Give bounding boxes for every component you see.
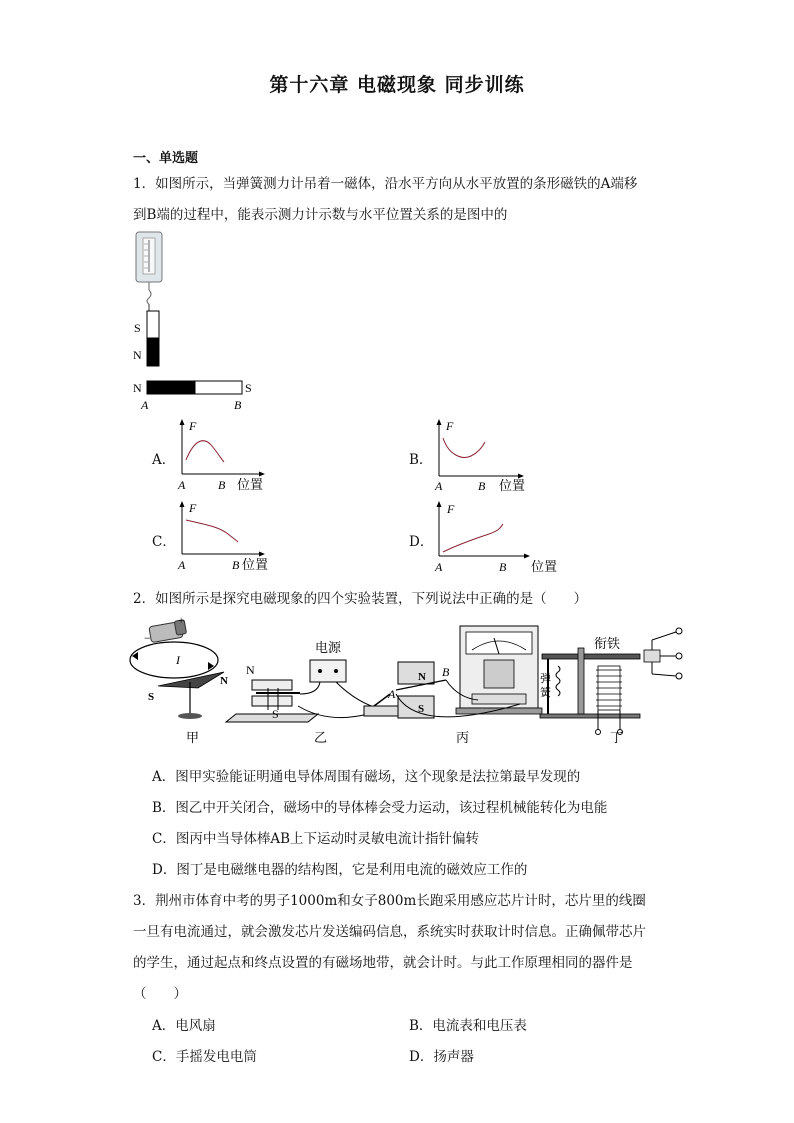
q1-d-pos: 位置 (531, 559, 558, 574)
page-title: 第十六章 电磁现象 同步训练 (269, 74, 525, 96)
q1-c-pos: 位置 (242, 557, 269, 572)
q3-stem-line2: 一旦有电流通过，就会激发芯片发送编码信息，系统实时获取计时信息。正确佩带芯片 (133, 924, 646, 940)
q2-option-b[interactable]: B．图乙中开关闭合，磁场中的导体棒会受力运动，该过程机械能转化为电能 (152, 800, 608, 816)
q1-option-d-graph (429, 498, 569, 578)
q2-fig-bing-a: A (388, 687, 396, 701)
q3-stem-line3: 的学生，通过起点和终点设置的有磁场地带，就会计时。与此工作原理相同的器件是 (133, 955, 633, 971)
q2-label-bing: 丙 (456, 730, 470, 745)
q3-option-a[interactable]: A．电风扇 (152, 1018, 216, 1034)
q1-fig-bar-n: N (133, 381, 142, 395)
q1-fig-s: S (134, 321, 141, 335)
q2-option-d[interactable]: D．图丁是电磁继电器的结构图，它是利用电流的磁效应工作的 (152, 862, 528, 878)
q1-a-pos: 位置 (237, 477, 264, 492)
q1-option-b-graph (429, 416, 533, 494)
q2-figure (128, 614, 698, 750)
q1-b-a: A (435, 479, 443, 493)
q1-option-d-label[interactable]: D． (409, 534, 434, 550)
q1-b-b: B (478, 479, 486, 493)
q2-stem: 2．如图所示是探究电磁现象的四个实验装置，下列说法中正确的是（ ） (133, 591, 588, 607)
q1-a-b: B (218, 478, 226, 492)
q1-a-a: A (178, 478, 186, 492)
q2-fig-bing-n: N (418, 671, 426, 683)
q2-fig-minus: − (144, 631, 151, 645)
q1-stem-line1: 1．如图所示，当弹簧测力计吊着一磁体，沿水平方向从水平放置的条形磁铁的A端移 (133, 176, 638, 192)
q2-option-a[interactable]: A．图甲实验能证明通电导体周围有磁场，这个现象是法拉第最早发现的 (152, 769, 581, 785)
q1-a-f: F (189, 419, 197, 433)
q3-option-d[interactable]: D．扬声器 (409, 1049, 474, 1065)
q3-option-b[interactable]: B．电流表和电压表 (409, 1018, 527, 1034)
q3-stem-line1: 3．荆州市体育中考的男子1000m和女子800m长跑采用感应芯片计时，芯片里的线圈 (133, 893, 646, 909)
q2-fig-bing (387, 626, 542, 718)
q1-fig-a: A (141, 398, 149, 412)
q2-fig-jia (130, 615, 228, 719)
q2-fig-yi (226, 640, 400, 722)
q2-label-jia: 甲 (186, 730, 200, 745)
q3-option-c[interactable]: C．手摇发电电筒 (152, 1049, 257, 1065)
q1-c-a: A (178, 558, 186, 572)
q2-fig-yi-n: N (246, 663, 255, 677)
q1-d-b: B (499, 560, 507, 574)
q2-fig-yi-s: S (272, 707, 279, 721)
q2-fig-spring2: 簧 (540, 687, 551, 699)
q1-d-a: A (435, 560, 443, 574)
q1-magnet-figure (128, 228, 268, 414)
q3-stem-line4: （ ） (133, 986, 187, 1002)
q2-fig-bing-b: B (442, 665, 450, 679)
q2-fig-i: I (176, 653, 180, 667)
q2-fig-n: N (220, 675, 228, 687)
q1-fig-n: N (133, 348, 142, 362)
q1-c-b: B (232, 558, 240, 572)
q1-option-a-graph (172, 416, 272, 494)
section-heading: 一、单选题 (133, 151, 199, 166)
q1-d-f: F (447, 502, 455, 516)
q1-option-a-label[interactable]: A． (152, 452, 176, 468)
q1-b-pos: 位置 (499, 478, 526, 493)
q1-stem-line2: 到B端的过程中，能表示测力计示数与水平位置关系的是图中的 (133, 207, 508, 223)
q2-fig-spring1: 弹 (540, 673, 551, 685)
q1-option-c-graph (172, 498, 272, 576)
q1-option-b-label[interactable]: B． (409, 452, 433, 468)
q2-label-ding: 丁 (610, 730, 624, 745)
q1-fig-bar-s: S (245, 381, 252, 395)
q1-b-f: F (446, 419, 454, 433)
q2-fig-armature: 衔铁 (594, 636, 621, 651)
q1-option-c-label[interactable]: C． (152, 534, 176, 550)
q2-label-yi: 乙 (314, 730, 328, 745)
q2-fig-plus: + (178, 615, 185, 627)
q2-option-c[interactable]: C．图丙中当导体棒AB上下运动时灵敏电流计指针偏转 (152, 831, 479, 847)
q1-c-f: F (189, 501, 197, 515)
q2-fig-s: S (148, 691, 155, 703)
q1-fig-b: B (234, 398, 242, 412)
q2-fig-power: 电源 (315, 640, 342, 655)
q2-fig-ding (540, 628, 682, 735)
q2-fig-bing-s: S (418, 703, 425, 715)
